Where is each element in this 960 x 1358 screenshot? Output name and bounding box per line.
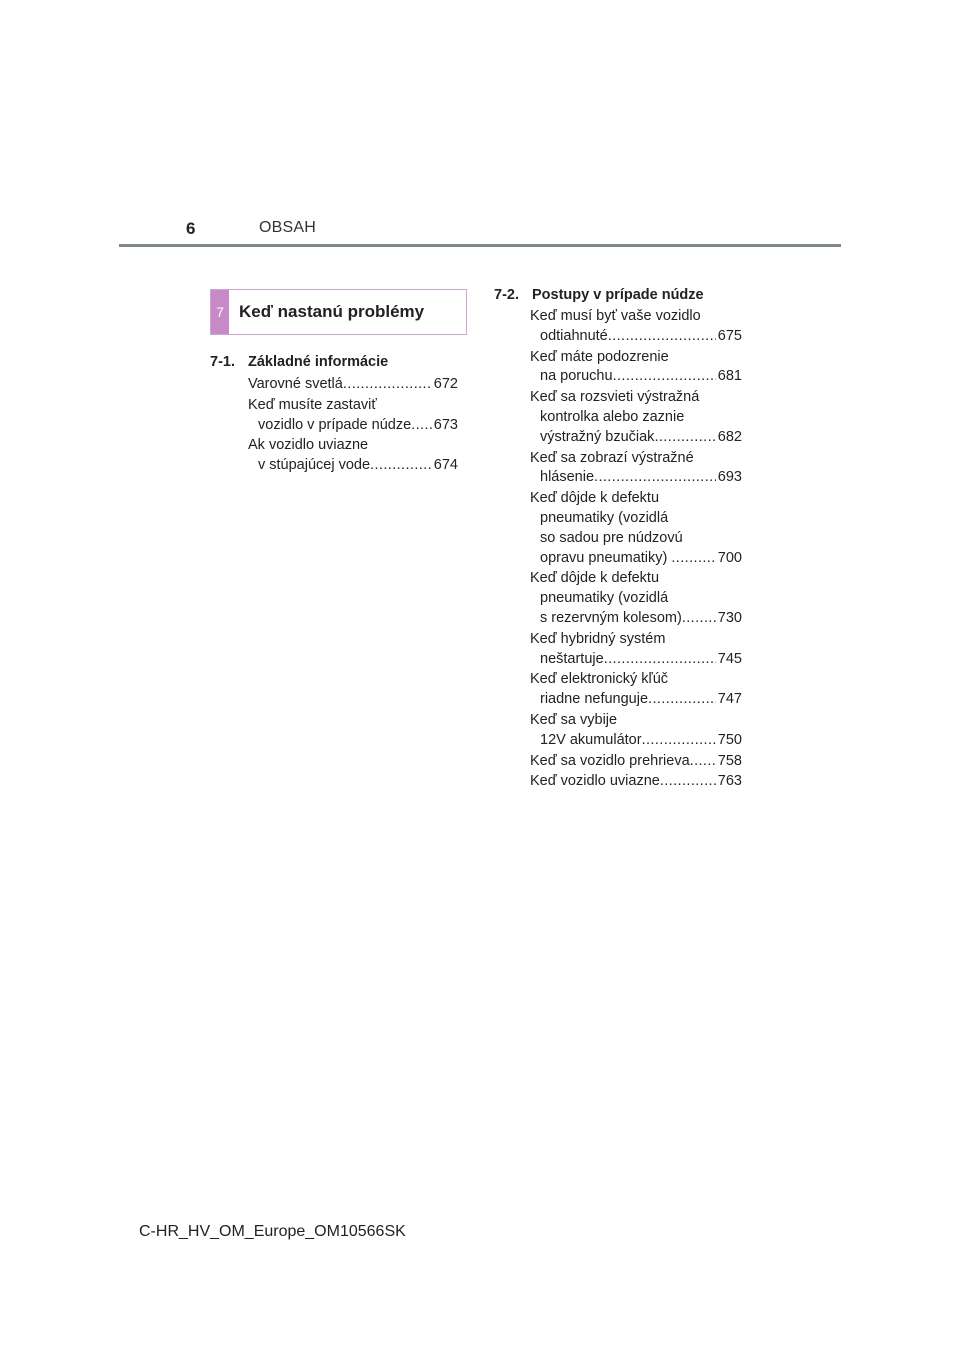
- toc-page-number: 681: [717, 368, 742, 385]
- dot-leader: [604, 650, 716, 670]
- dot-leader: [682, 609, 716, 629]
- toc-entry-text: Keď vozidlo uviazne: [530, 773, 660, 790]
- toc-entry-final-line: [530, 549, 742, 569]
- subsection-number: 7-1.: [210, 354, 235, 370]
- toc-entry-line: kontrolka alebo zaznie: [540, 408, 685, 425]
- toc-entry-final-line: [530, 731, 742, 751]
- toc-entry-final-line: [248, 416, 458, 436]
- subsection-title: Postupy v prípade núdze: [532, 287, 704, 303]
- toc-entry-text: Keď sa vozidlo prehrieva: [530, 752, 690, 769]
- toc-entry[interactable]: [530, 670, 742, 710]
- toc-page-number: 675: [717, 327, 742, 344]
- toc-entry[interactable]: [530, 752, 742, 772]
- toc-entry-line: Keď musíte zastaviť: [248, 396, 377, 413]
- subsection-heading-7-1: [210, 354, 388, 370]
- toc-page-number: 750: [717, 731, 742, 748]
- toc-page-number: 730: [717, 609, 742, 626]
- toc-entry[interactable]: [248, 396, 458, 436]
- chapter-number-tab: 7: [211, 290, 229, 334]
- toc-entry[interactable]: [530, 569, 742, 628]
- toc-page-number: 674: [433, 457, 458, 474]
- subsection-title: Základné informácie: [248, 354, 389, 370]
- toc-entry-final-line: [530, 690, 742, 710]
- toc-entry[interactable]: [530, 711, 742, 751]
- toc-entry[interactable]: [530, 630, 742, 670]
- toc-entry-text: vozidlo v prípade núdze: [258, 416, 412, 433]
- toc-page-number: 682: [717, 428, 742, 445]
- toc-page-number: 745: [717, 650, 742, 667]
- toc-entry[interactable]: [530, 772, 742, 792]
- toc-page-number: 673: [433, 416, 458, 433]
- dot-leader: [660, 772, 716, 792]
- toc-entry-text: v stúpajúcej vode: [258, 457, 371, 474]
- dot-leader: [370, 456, 432, 476]
- toc-page-number: 758: [717, 752, 742, 769]
- toc-entry-line: Keď elektronický kľúč: [530, 671, 669, 688]
- toc-entry-final-line: [530, 772, 742, 792]
- toc-list-left: [248, 375, 458, 477]
- header-rule: [119, 244, 841, 247]
- toc-page-number: 672: [433, 376, 458, 392]
- toc-entry[interactable]: [530, 348, 742, 388]
- dot-leader: [642, 731, 716, 751]
- toc-entry-line: so sadou pre núdzovú: [540, 529, 683, 546]
- dot-leader: [690, 752, 716, 772]
- dot-leader: [671, 549, 715, 569]
- toc-page-number: 700: [717, 549, 742, 566]
- toc-entry-final-line: [530, 367, 742, 387]
- page-number: 6: [186, 219, 196, 238]
- dot-leader: [343, 375, 432, 395]
- dot-leader: [613, 367, 716, 387]
- toc-entry-line: Keď dôjde k defektu: [530, 490, 660, 507]
- toc-entry-text: 12V akumulátor: [540, 731, 642, 748]
- chapter-title: Keď nastanú problémy: [239, 302, 425, 321]
- toc-entry-text: Varovné svetlá: [248, 376, 343, 392]
- subsection-number: 7-2.: [494, 287, 519, 303]
- toc-entry-text: neštartuje: [540, 650, 604, 667]
- toc-page-number: 763: [717, 773, 742, 790]
- toc-entry-line: Keď hybridný systém: [530, 630, 666, 647]
- toc-entry-text: hlásenie: [540, 469, 595, 486]
- dot-leader: [648, 690, 716, 710]
- toc-entry-final-line: [530, 752, 742, 772]
- toc-page-number: 693: [717, 469, 742, 486]
- toc-entry[interactable]: [530, 449, 742, 489]
- toc-entry-final-line: [530, 327, 742, 347]
- toc-entry-line: Keď dôjde k defektu: [530, 570, 660, 587]
- toc-entry-text: výstražný bzučiak: [540, 428, 655, 445]
- toc-entry-line: Keď sa rozsvieti výstražná: [530, 389, 700, 406]
- toc-entry[interactable]: [530, 388, 742, 447]
- toc-entry-line: Keď musí byť vaše vozidlo: [530, 308, 701, 324]
- dot-leader: [411, 416, 432, 436]
- dot-leader: [608, 327, 716, 347]
- toc-entry-text: s rezervným kolesom): [540, 609, 682, 626]
- toc-entry-line: Ak vozidlo uviazne: [248, 437, 369, 454]
- toc-entry[interactable]: [530, 489, 742, 568]
- toc-entry-final-line: [248, 375, 458, 395]
- toc-entry-line: Keď sa zobrazí výstražné: [530, 449, 694, 466]
- toc-entry-line: Keď sa vybije: [530, 711, 618, 728]
- toc-entry-final-line: [530, 428, 742, 448]
- toc-entry[interactable]: [248, 436, 458, 476]
- subsection-heading-7-2: [494, 287, 704, 303]
- toc-page-number: 747: [717, 691, 742, 708]
- section-title: OBSAH: [259, 219, 317, 236]
- toc-entry-final-line: [248, 456, 458, 476]
- toc-entry-line: Keď máte podozrenie: [530, 348, 669, 365]
- toc-entry-line: pneumatiky (vozidlá: [540, 509, 669, 526]
- toc-entry-text: opravu pneumatiky): [540, 549, 672, 566]
- footer-document-id: C-HR_HV_OM_Europe_OM10566SK: [139, 1223, 406, 1240]
- toc-entry-text: na poruchu: [540, 368, 613, 385]
- dot-leader: [594, 468, 716, 488]
- toc-entry[interactable]: [248, 375, 458, 395]
- toc-entry-line: pneumatiky (vozidlá: [540, 590, 669, 607]
- toc-list-right: [530, 307, 742, 793]
- toc-entry-final-line: [530, 650, 742, 670]
- toc-entry-final-line: [530, 468, 742, 488]
- toc-entry-final-line: [530, 609, 742, 629]
- toc-entry[interactable]: [530, 307, 742, 347]
- toc-entry-text: riadne nefunguje: [540, 691, 649, 708]
- toc-entry-text: odtiahnuté: [540, 327, 608, 344]
- dot-leader: [654, 428, 715, 448]
- chapter-box: [210, 289, 467, 335]
